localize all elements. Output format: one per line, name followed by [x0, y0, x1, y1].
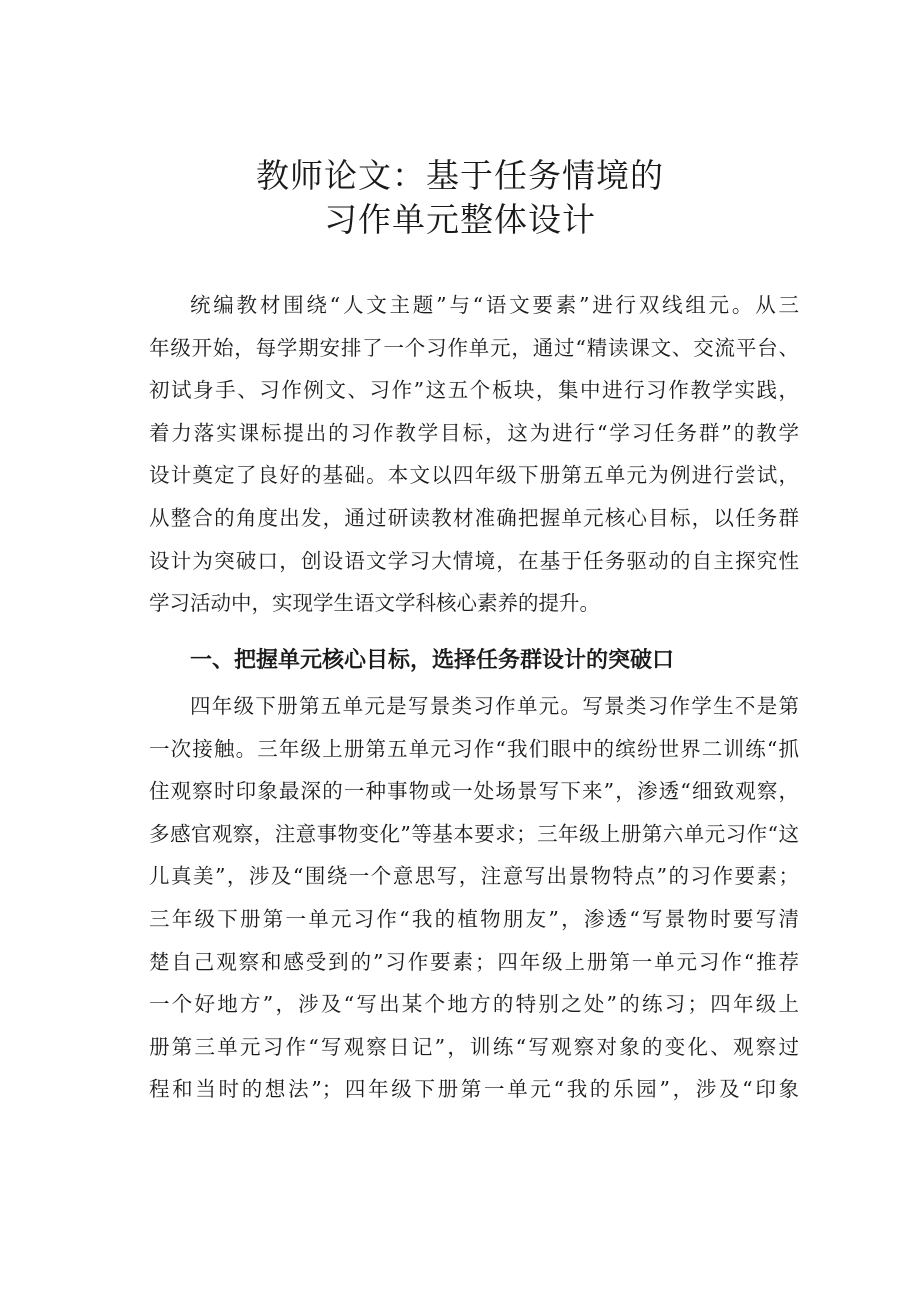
- paragraph-line: 设计奠定了良好的基础。本文以四年级下册第五单元为例进行尝试，: [149, 463, 799, 488]
- paragraph-line: 年级开始，每学期安排了一个习作单元，通过“精读课文、交流平台、: [149, 335, 799, 360]
- title-line-2: 习作单元整体设计: [324, 200, 596, 239]
- paragraph-line: 一次接触。三年级上册第五单元习作“我们眼中的缤纷世界二训练“抓: [149, 736, 799, 761]
- title-line-1: 教师论文：基于任务情境的: [256, 156, 664, 195]
- section-heading: 一、把握单元核心目标，选择任务群设计的突破口: [190, 648, 675, 673]
- paragraph-line: 统编教材围绕“人文主题”与“语文要素”进行双线组元。从三: [190, 293, 799, 317]
- paragraph-line: 四年级下册第五单元是写景类习作单元。写景类习作学生不是第: [190, 694, 799, 718]
- paragraph-line: 多感官观察，注意事物变化”等基本要求；三年级上册第六单元习作“这: [149, 821, 799, 846]
- paragraph-section-1: [149, 685, 799, 1111]
- paragraph-line: 初试身手、习作例文、习作”这五个板块，集中进行习作教学实践，: [149, 378, 799, 403]
- paragraph-line: 一个好地方”，涉及“写出某个地方的特别之处”的练习；四年级上: [149, 992, 799, 1017]
- paragraph-line: 儿真美”，涉及“围绕一个意思写，注意写出景物特点”的习作要素；: [149, 864, 799, 889]
- paragraph-line: 从整合的角度出发，通过研读教材准确把握单元核心目标，以任务群: [149, 505, 799, 530]
- paragraph-line: 学习活动中，实现学生语文学科核心素养的提升。: [149, 591, 600, 616]
- paragraph-line: 楚自己观察和感受到的”习作要素；四年级上册第一单元习作“推荐: [149, 949, 799, 974]
- paragraph-line: 设计为突破口，创设语文学习大情境，在基于任务驱动的自主探究性: [149, 548, 799, 573]
- paragraph-line: 三年级下册第一单元习作“我的植物朋友”，渗透“写景物时要写清: [149, 906, 799, 931]
- paragraph-line: 着力落实课标提出的习作教学目标，这为进行“学习任务群”的教学: [149, 420, 799, 445]
- paragraph-line: 住观察时印象最深的一种事物或一处场景写下来”，渗透“细致观察，: [149, 779, 799, 804]
- paragraph-intro: [149, 284, 799, 625]
- paragraph-line: 册第三单元习作“写观察日记”，训练“写观察对象的变化、观察过: [149, 1034, 799, 1059]
- paragraph-line: 程和当时的想法”；四年级下册第一单元“我的乐园”，涉及“印象: [149, 1077, 799, 1102]
